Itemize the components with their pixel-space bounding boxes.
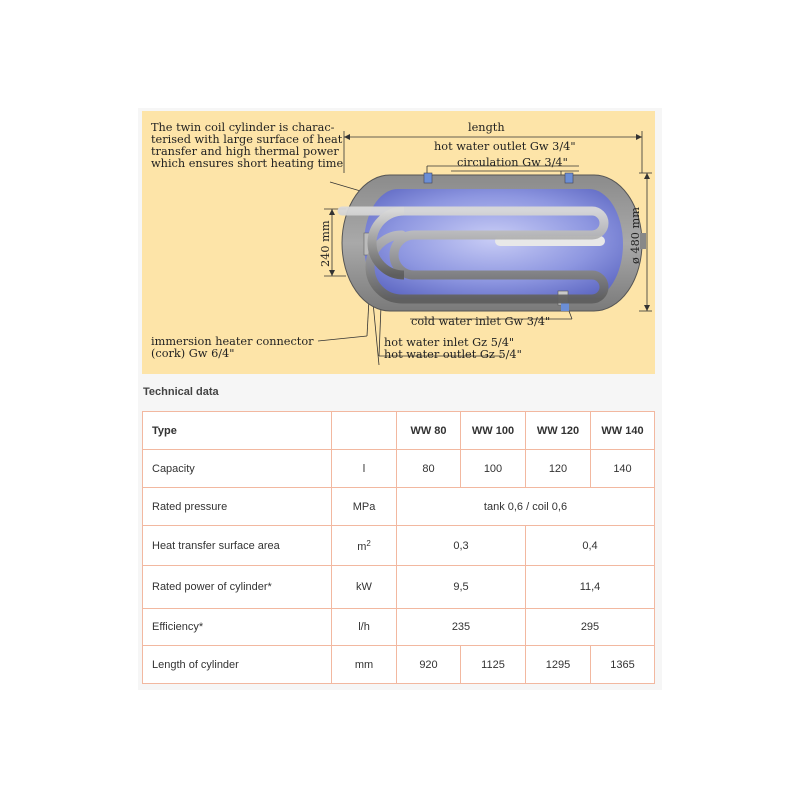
table-cell: 80 xyxy=(397,450,461,488)
table-cell: 0,3 xyxy=(397,526,526,566)
row-unit: kW xyxy=(332,566,397,609)
cold-water-inlet-label: cold water inlet Gw 3/4" xyxy=(411,315,551,328)
section-title: Technical data xyxy=(143,386,219,398)
row-unit xyxy=(332,526,397,566)
row-label: Efficiency* xyxy=(143,609,332,646)
row-label: Rated pressure xyxy=(143,488,332,526)
row-label: Rated power of cylinder* xyxy=(143,566,332,609)
row-unit: MPa xyxy=(332,488,397,526)
table-cell: 11,4 xyxy=(526,566,655,609)
table-cell: 920 xyxy=(397,646,461,684)
coil-spacing-label: 240 mm xyxy=(319,220,332,267)
table-cell: 1365 xyxy=(591,646,655,684)
unit-superscript: 2 xyxy=(366,538,371,548)
table-row-efficiency xyxy=(143,609,655,646)
table-cell: 0,4 xyxy=(526,526,655,566)
immersion-heater-label: immersion heater connector (cork) Gw 6/4" xyxy=(151,335,314,360)
row-unit: l xyxy=(332,450,397,488)
coil-outlet-label: hot water outlet Gz 5/4" xyxy=(384,348,522,361)
header-unit xyxy=(332,412,397,450)
coil-inlet-label: hot water inlet Gz 5/4" xyxy=(384,336,515,349)
table-cell: 140 xyxy=(591,450,655,488)
header-model: WW 100 xyxy=(461,412,526,450)
technical-data-table xyxy=(142,411,655,684)
row-label: Heat transfer surface area xyxy=(143,526,332,566)
diagram-description: The twin coil cylinder is charac- terised with large surface of heat transfer and high thermal power which ensures short heating time xyxy=(151,121,344,170)
table-cell: tank 0,6 / coil 0,6 xyxy=(397,488,655,526)
table-row-length xyxy=(143,646,655,684)
circulation-label: circulation Gw 3/4" xyxy=(457,156,568,169)
table-row-capacity xyxy=(143,450,655,488)
header-model: WW 140 xyxy=(591,412,655,450)
diameter-label: ø 480 mm xyxy=(629,207,642,264)
table-cell: 295 xyxy=(526,609,655,646)
header-model: WW 120 xyxy=(526,412,591,450)
table-cell: 1295 xyxy=(526,646,591,684)
table-row-power xyxy=(143,566,655,609)
table-cell: 1125 xyxy=(461,646,526,684)
row-label: Capacity xyxy=(143,450,332,488)
row-unit: mm xyxy=(332,646,397,684)
table-row-surface xyxy=(143,526,655,566)
header-type: Type xyxy=(143,412,332,450)
table-cell: 120 xyxy=(526,450,591,488)
row-label: Length of cylinder xyxy=(143,646,332,684)
row-unit: l/h xyxy=(332,609,397,646)
hot-water-outlet-label: hot water outlet Gw 3/4" xyxy=(434,140,576,153)
header-model: WW 80 xyxy=(397,412,461,450)
table-cell: 9,5 xyxy=(397,566,526,609)
table-row-pressure xyxy=(143,488,655,526)
cylinder-diagram xyxy=(142,111,655,374)
table-cell: 100 xyxy=(461,450,526,488)
table-cell: 235 xyxy=(397,609,526,646)
unit-text: m xyxy=(357,540,367,553)
length-label: length xyxy=(468,121,505,134)
table-header-row xyxy=(143,412,655,450)
